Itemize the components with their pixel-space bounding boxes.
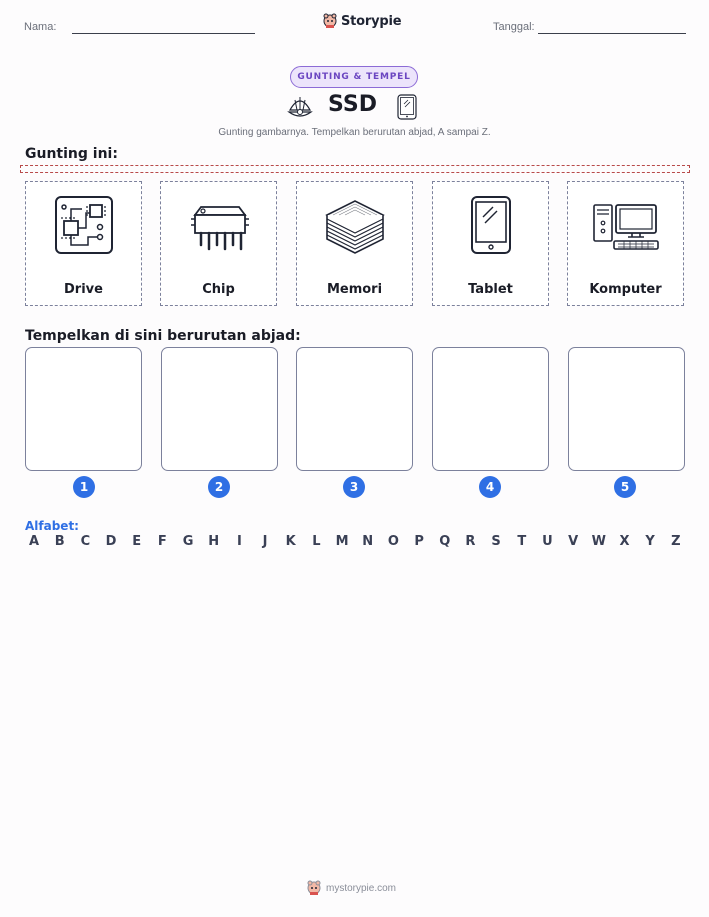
alphabet-letter: G	[182, 534, 194, 549]
alphabet-letter: I	[236, 534, 242, 549]
cut-card-drive[interactable]	[25, 181, 142, 306]
alphabet-letter: W	[591, 534, 606, 549]
alphabet-letter: H	[208, 534, 220, 549]
cut-line	[20, 165, 690, 173]
alphabet-letter: J	[262, 534, 268, 549]
slot-number: 2	[208, 476, 230, 498]
cut-card-label: Tablet	[468, 282, 513, 297]
cut-card-label: Komputer	[589, 282, 662, 297]
alphabet-letter: O	[387, 534, 399, 549]
alphabet-letter: Q	[439, 534, 451, 549]
activity-badge: GUNTING & TEMPEL	[290, 66, 418, 88]
alphabet-letter: R	[465, 534, 476, 549]
paste-box-1[interactable]	[25, 347, 142, 471]
circuit-board-icon	[52, 193, 116, 257]
page-title: SSD	[328, 92, 377, 117]
date-label: Tanggal:	[493, 21, 535, 33]
paste-box-4[interactable]	[432, 347, 549, 471]
alphabet-letter: Z	[671, 534, 681, 549]
alphabet-letter: U	[542, 534, 553, 549]
alphabet-letter: Y	[645, 534, 655, 549]
desktop-computer-icon	[592, 193, 660, 257]
alphabet-letter: V	[568, 534, 579, 549]
cut-card-label: Drive	[64, 282, 103, 297]
alphabet-letter: T	[517, 534, 527, 549]
slot-number: 5	[614, 476, 636, 498]
paste-box-3[interactable]	[296, 347, 413, 471]
cut-card-label: Chip	[202, 282, 235, 297]
footer	[307, 880, 396, 896]
alphabet-letter: F	[157, 534, 167, 549]
brand-name: Storypie	[341, 13, 402, 29]
alphabet-letter: B	[54, 534, 65, 549]
alphabet-title: Alfabet:	[25, 519, 79, 533]
shell-icon	[287, 94, 313, 120]
chip-icon	[187, 193, 251, 257]
paste-section-label: Tempelkan di sini berurutan abjad:	[25, 328, 301, 344]
alphabet-letter: E	[132, 534, 142, 549]
footer-url[interactable]: mystorypie.com	[326, 882, 397, 894]
cut-section-label: Gunting ini:	[25, 146, 118, 162]
alphabet-letter: L	[312, 534, 321, 549]
alphabet-letter: D	[105, 534, 117, 549]
brand-logo	[323, 13, 401, 29]
alphabet-letter: A	[28, 534, 40, 549]
instructions: Gunting gambarnya. Tempelkan berurutan abjad, A sampai Z.	[218, 127, 491, 138]
title-row	[0, 92, 709, 122]
alphabet-letter: S	[491, 534, 501, 549]
alphabet-letter: P	[414, 534, 424, 549]
worksheet-header	[0, 0, 709, 50]
paste-box-2[interactable]	[161, 347, 278, 471]
cut-card-memori[interactable]	[296, 181, 413, 306]
alphabet-letter: N	[362, 534, 374, 549]
name-label: Nama:	[24, 21, 57, 33]
slot-number: 4	[479, 476, 501, 498]
slot-number: 3	[343, 476, 365, 498]
cut-card-tablet[interactable]	[432, 181, 549, 306]
name-line[interactable]	[72, 33, 255, 34]
cut-card-komputer[interactable]	[567, 181, 684, 306]
tablet-small-icon	[396, 94, 418, 120]
alphabet-letter: M	[335, 534, 349, 549]
alphabet-letter: X	[619, 534, 630, 549]
alphabet-letter: C	[80, 534, 91, 549]
paste-box-5[interactable]	[568, 347, 685, 471]
slot-number: 1	[73, 476, 95, 498]
date-line[interactable]	[538, 33, 686, 34]
cut-card-chip[interactable]	[160, 181, 277, 306]
alphabet-letter: K	[285, 534, 296, 549]
cut-card-label: Memori	[326, 282, 383, 297]
mascot-icon	[323, 13, 337, 29]
mascot-icon	[307, 880, 321, 896]
memory-stack-icon	[323, 193, 387, 257]
tablet-icon	[459, 193, 523, 257]
alphabet-row	[25, 534, 685, 549]
